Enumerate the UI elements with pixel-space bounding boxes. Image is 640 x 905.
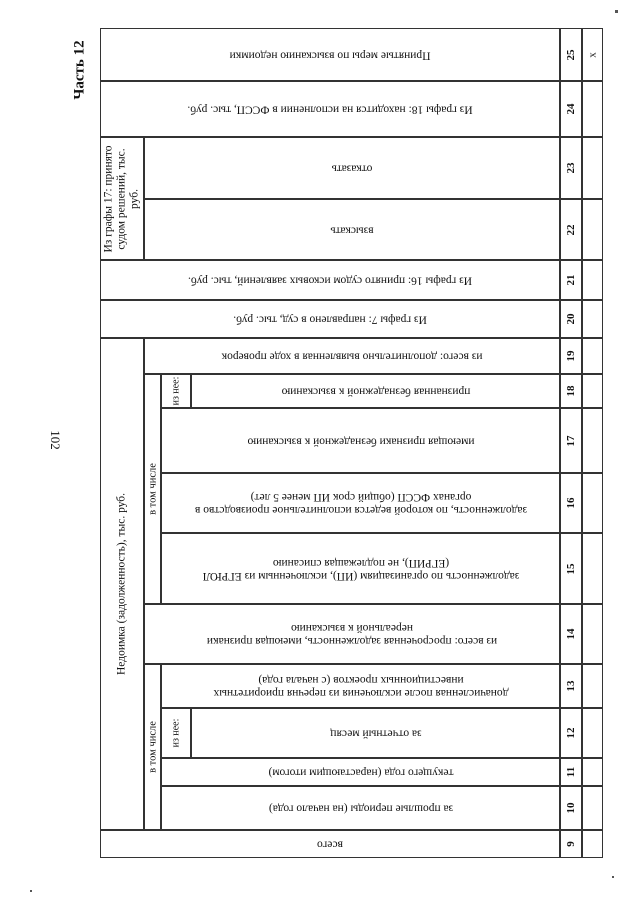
data-cell — [582, 664, 603, 708]
column-header-14: из всего: просроченная задолженность, имеющая признаки нереальной к взысканию — [144, 604, 560, 664]
scan-speck — [30, 890, 32, 892]
column-header-17: имеющая признаки безнадежной к взысканию — [161, 408, 560, 473]
column-header-13: доначисленная после исключения из перечня приоритетных инвестиционных проектов (с начала года) — [161, 664, 560, 708]
data-cell — [582, 758, 603, 786]
page-title: Часть 12 — [71, 40, 88, 100]
data-cell — [582, 708, 603, 758]
column-header-12: за отчетный месяц — [191, 708, 560, 758]
data-cell — [582, 300, 603, 338]
data-cell — [582, 830, 603, 858]
data-cell — [582, 338, 603, 374]
column-header-21: Из графы 16: принято судом исковых заявлений, тыс. руб. — [100, 260, 560, 300]
data-cell — [582, 260, 603, 300]
group-including-b: в том числе — [144, 664, 161, 830]
column-number-17: 17 — [560, 408, 582, 473]
data-cell — [582, 81, 603, 137]
column-number-18: 18 — [560, 374, 582, 408]
group-court-decisions: Из графы 17: принято судом решений, тыс. руб. — [100, 137, 144, 260]
column-number-9: 9 — [560, 830, 582, 858]
column-number-19: 19 — [560, 338, 582, 374]
data-cell — [582, 473, 603, 533]
scan-speck — [612, 876, 614, 878]
group-arrears: Недоимка (задолженность), тыс. руб. — [100, 338, 144, 830]
column-header-16: задолженность, по которой ведется исполнительное производство в органах ФССП (общий срок ИП менее 5 лет) — [161, 473, 560, 533]
data-cell — [582, 786, 603, 830]
scan-speck — [615, 10, 618, 13]
data-cell — [582, 533, 603, 604]
column-header-15: задолженность по организациям (ИП), исключенным из ЕГРЮЛ (ЕГРИП), не подлежащая списанию — [161, 533, 560, 604]
data-cell — [582, 199, 603, 260]
data-cell — [582, 374, 603, 408]
data-cell — [582, 604, 603, 664]
column-number-10: 10 — [560, 786, 582, 830]
column-number-14: 14 — [560, 604, 582, 664]
group-of-which-a: из нее: — [161, 374, 191, 408]
column-header-10: за прошлые периоды (на начало года) — [161, 786, 560, 830]
column-number-20: 20 — [560, 300, 582, 338]
column-number-12: 12 — [560, 708, 582, 758]
column-number-16: 16 — [560, 473, 582, 533]
column-header-9: всего — [100, 830, 560, 858]
column-number-24: 24 — [560, 81, 582, 137]
data-cell — [582, 408, 603, 473]
column-header-18: признанная безнадежной к взысканию — [191, 374, 560, 408]
column-header-24: Из графы 18: находится на исполнении в ФССП, тыс. руб. — [100, 81, 560, 137]
column-header-23: отказать — [144, 137, 560, 199]
column-number-15: 15 — [560, 533, 582, 604]
column-header-22: взыскать — [144, 199, 560, 260]
column-number-13: 13 — [560, 664, 582, 708]
column-number-21: 21 — [560, 260, 582, 300]
column-header-25: Принятые меры по взысканию недоимки — [100, 28, 560, 81]
column-header-19: из всего: дополнительно выявленная в ходе проверок — [144, 338, 560, 374]
column-number-11: 11 — [560, 758, 582, 786]
column-number-25: 25 — [560, 28, 582, 81]
data-cell-25: х — [582, 28, 603, 81]
group-of-which-b: из нее: — [161, 708, 191, 758]
column-header-11: текущего года (нарастающим итогом) — [161, 758, 560, 786]
column-number-23: 23 — [560, 137, 582, 199]
column-number-22: 22 — [560, 199, 582, 260]
page-number: 102 — [48, 430, 63, 450]
column-header-20: Из графы 7: направлено в суд, тыс. руб. — [100, 300, 560, 338]
group-including-a: в том числе — [144, 374, 161, 604]
data-cell — [582, 137, 603, 199]
